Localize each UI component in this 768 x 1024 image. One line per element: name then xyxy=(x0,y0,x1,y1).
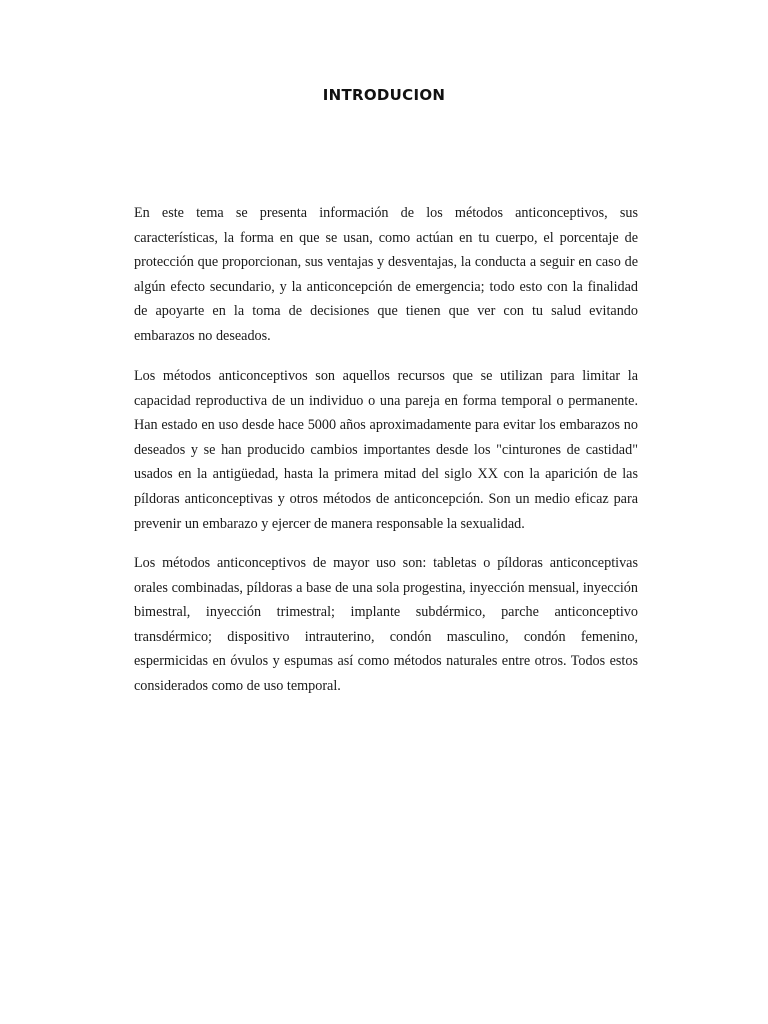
paragraph-intro xyxy=(134,201,638,349)
page-title: INTRODUCION xyxy=(322,86,446,104)
paragraph-text: En este tema se presenta información de los métodos anticonceptivos, sus características, la forma en que se usan, como actúan en tu cuerpo, el porcentaje de protección que proporcionan, sus ventajas y desventajas, la conducta a seguir en caso de algún efecto secundario, y la anticoncepción de emergencia; todo esto con la finalidad de apoyarte en la toma de decisiones que tienen que ver con tu salud evitando embarazos no deseados. xyxy=(134,205,638,344)
paragraph-definition xyxy=(134,364,638,536)
paragraph-text: Los métodos anticonceptivos de mayor uso son: tabletas o píldoras anticonceptivas orales combinadas, píldoras a base de una sola progestina, inyección mensual, inyección bimestral, inyección trimestral; implante subdérmico, parche anticonceptivo transdérmico; dispositivo intrauterino, condón masculino, condón femenino, espermicidas en óvulos y espumas así como métodos naturales entre otros. Todos estos considerados como de uso temporal. xyxy=(134,555,638,694)
paragraph-text: Los métodos anticonceptivos son aquellos recursos que se utilizan para limitar la capacidad reproductiva de un individuo o una pareja en forma temporal o permanente. Han estado en uso desde hace 5000 años aproximadamente para evitar los embarazos no deseados y se han producido cambios importantes desde los "cinturones de castidad" usados en la antigüedad, hasta la primera mitad del siglo XX con la aparición de las píldoras anticonceptivas y otros métodos de anticoncepción. Son un medio eficaz para prevenir un embarazo y ejercer de manera responsable la sexualidad. xyxy=(134,368,638,532)
paragraph-methods xyxy=(134,551,638,699)
